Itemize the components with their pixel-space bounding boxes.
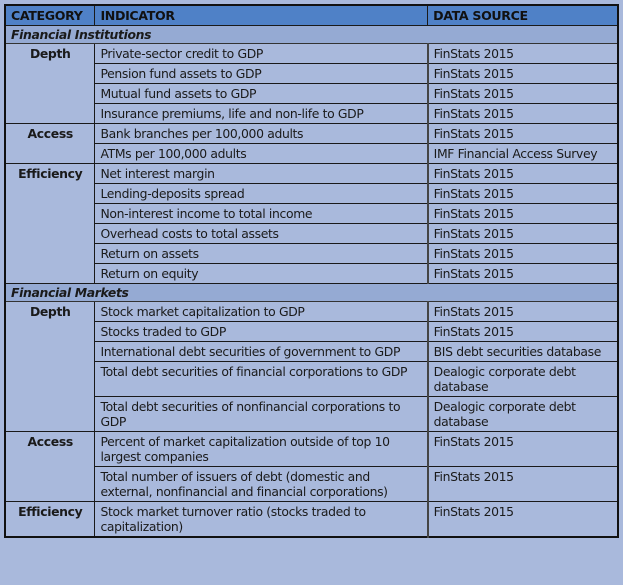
indicator-cell: Return on assets [95, 244, 428, 264]
data-source-cell: FinStats 2015 [428, 302, 618, 322]
table-row [5, 64, 618, 84]
indicator-cell: Total debt securities of nonfinancial corporations to GDP [95, 397, 428, 432]
data-source-cell: FinStats 2015 [428, 264, 618, 284]
table-body [5, 26, 618, 538]
header-indicator: INDICATOR [95, 5, 428, 26]
table-row [5, 204, 618, 224]
data-source-cell: FinStats 2015 [428, 84, 618, 104]
data-source-cell: FinStats 2015 [428, 184, 618, 204]
table-row [5, 224, 618, 244]
table-row [5, 502, 618, 538]
indicator-cell: Non-interest income to total income [95, 204, 428, 224]
data-source-cell: FinStats 2015 [428, 244, 618, 264]
header-row [5, 5, 618, 26]
data-source-cell: Dealogic corporate debt database [428, 362, 618, 397]
indicator-cell: Stock market capitalization to GDP [95, 302, 428, 322]
data-source-cell: FinStats 2015 [428, 224, 618, 244]
category-cell: Depth [5, 44, 95, 124]
indicator-cell: Pension fund assets to GDP [95, 64, 428, 84]
table-row [5, 264, 618, 284]
category-cell: Depth [5, 302, 95, 432]
indicator-cell: Total debt securities of financial corporations to GDP [95, 362, 428, 397]
header-data-source: DATA SOURCE [428, 5, 618, 26]
table-row [5, 342, 618, 362]
data-source-cell: FinStats 2015 [428, 322, 618, 342]
section-row [5, 284, 618, 302]
data-source-cell: FinStats 2015 [428, 104, 618, 124]
indicator-cell: ATMs per 100,000 adults [95, 144, 428, 164]
data-source-cell: FinStats 2015 [428, 502, 618, 538]
indicator-cell: Private-sector credit to GDP [95, 44, 428, 64]
indicator-cell: Return on equity [95, 264, 428, 284]
indicator-cell: International debt securities of government to GDP [95, 342, 428, 362]
table-row [5, 44, 618, 64]
category-cell: Access [5, 432, 95, 502]
indicator-cell: Stocks traded to GDP [95, 322, 428, 342]
data-source-cell: FinStats 2015 [428, 124, 618, 144]
data-source-cell: IMF Financial Access Survey [428, 144, 618, 164]
data-source-cell: FinStats 2015 [428, 44, 618, 64]
table-row [5, 302, 618, 322]
indicator-cell: Net interest margin [95, 164, 428, 184]
indicator-cell: Overhead costs to total assets [95, 224, 428, 244]
category-cell: Efficiency [5, 502, 95, 538]
data-source-cell: BIS debt securities database [428, 342, 618, 362]
indicator-cell: Stock market turnover ratio (stocks traded to capitalization) [95, 502, 428, 538]
indicators-table [4, 4, 619, 538]
data-source-cell: FinStats 2015 [428, 64, 618, 84]
table-row [5, 124, 618, 144]
indicator-cell: Mutual fund assets to GDP [95, 84, 428, 104]
table-row [5, 184, 618, 204]
indicator-cell: Insurance premiums, life and non-life to GDP [95, 104, 428, 124]
indicator-cell: Bank branches per 100,000 adults [95, 124, 428, 144]
data-source-cell: FinStats 2015 [428, 432, 618, 467]
table-row [5, 432, 618, 467]
section-title: Financial Institutions [5, 26, 618, 44]
category-cell: Access [5, 124, 95, 164]
table-row [5, 84, 618, 104]
section-title: Financial Markets [5, 284, 618, 302]
data-source-cell: FinStats 2015 [428, 467, 618, 502]
data-source-cell: FinStats 2015 [428, 164, 618, 184]
table-row [5, 397, 618, 432]
indicator-cell: Total number of issuers of debt (domestic and external, nonfinancial and financial corporations) [95, 467, 428, 502]
table-row [5, 144, 618, 164]
indicator-cell: Percent of market capitalization outside of top 10 largest companies [95, 432, 428, 467]
header-category: CATEGORY [5, 5, 95, 26]
table-row [5, 362, 618, 397]
table-row [5, 467, 618, 502]
table-row [5, 244, 618, 264]
data-source-cell: FinStats 2015 [428, 204, 618, 224]
data-source-cell: Dealogic corporate debt database [428, 397, 618, 432]
indicator-cell: Lending-deposits spread [95, 184, 428, 204]
category-cell: Efficiency [5, 164, 95, 284]
table-row [5, 164, 618, 184]
table-row [5, 322, 618, 342]
section-row [5, 26, 618, 44]
table-row [5, 104, 618, 124]
